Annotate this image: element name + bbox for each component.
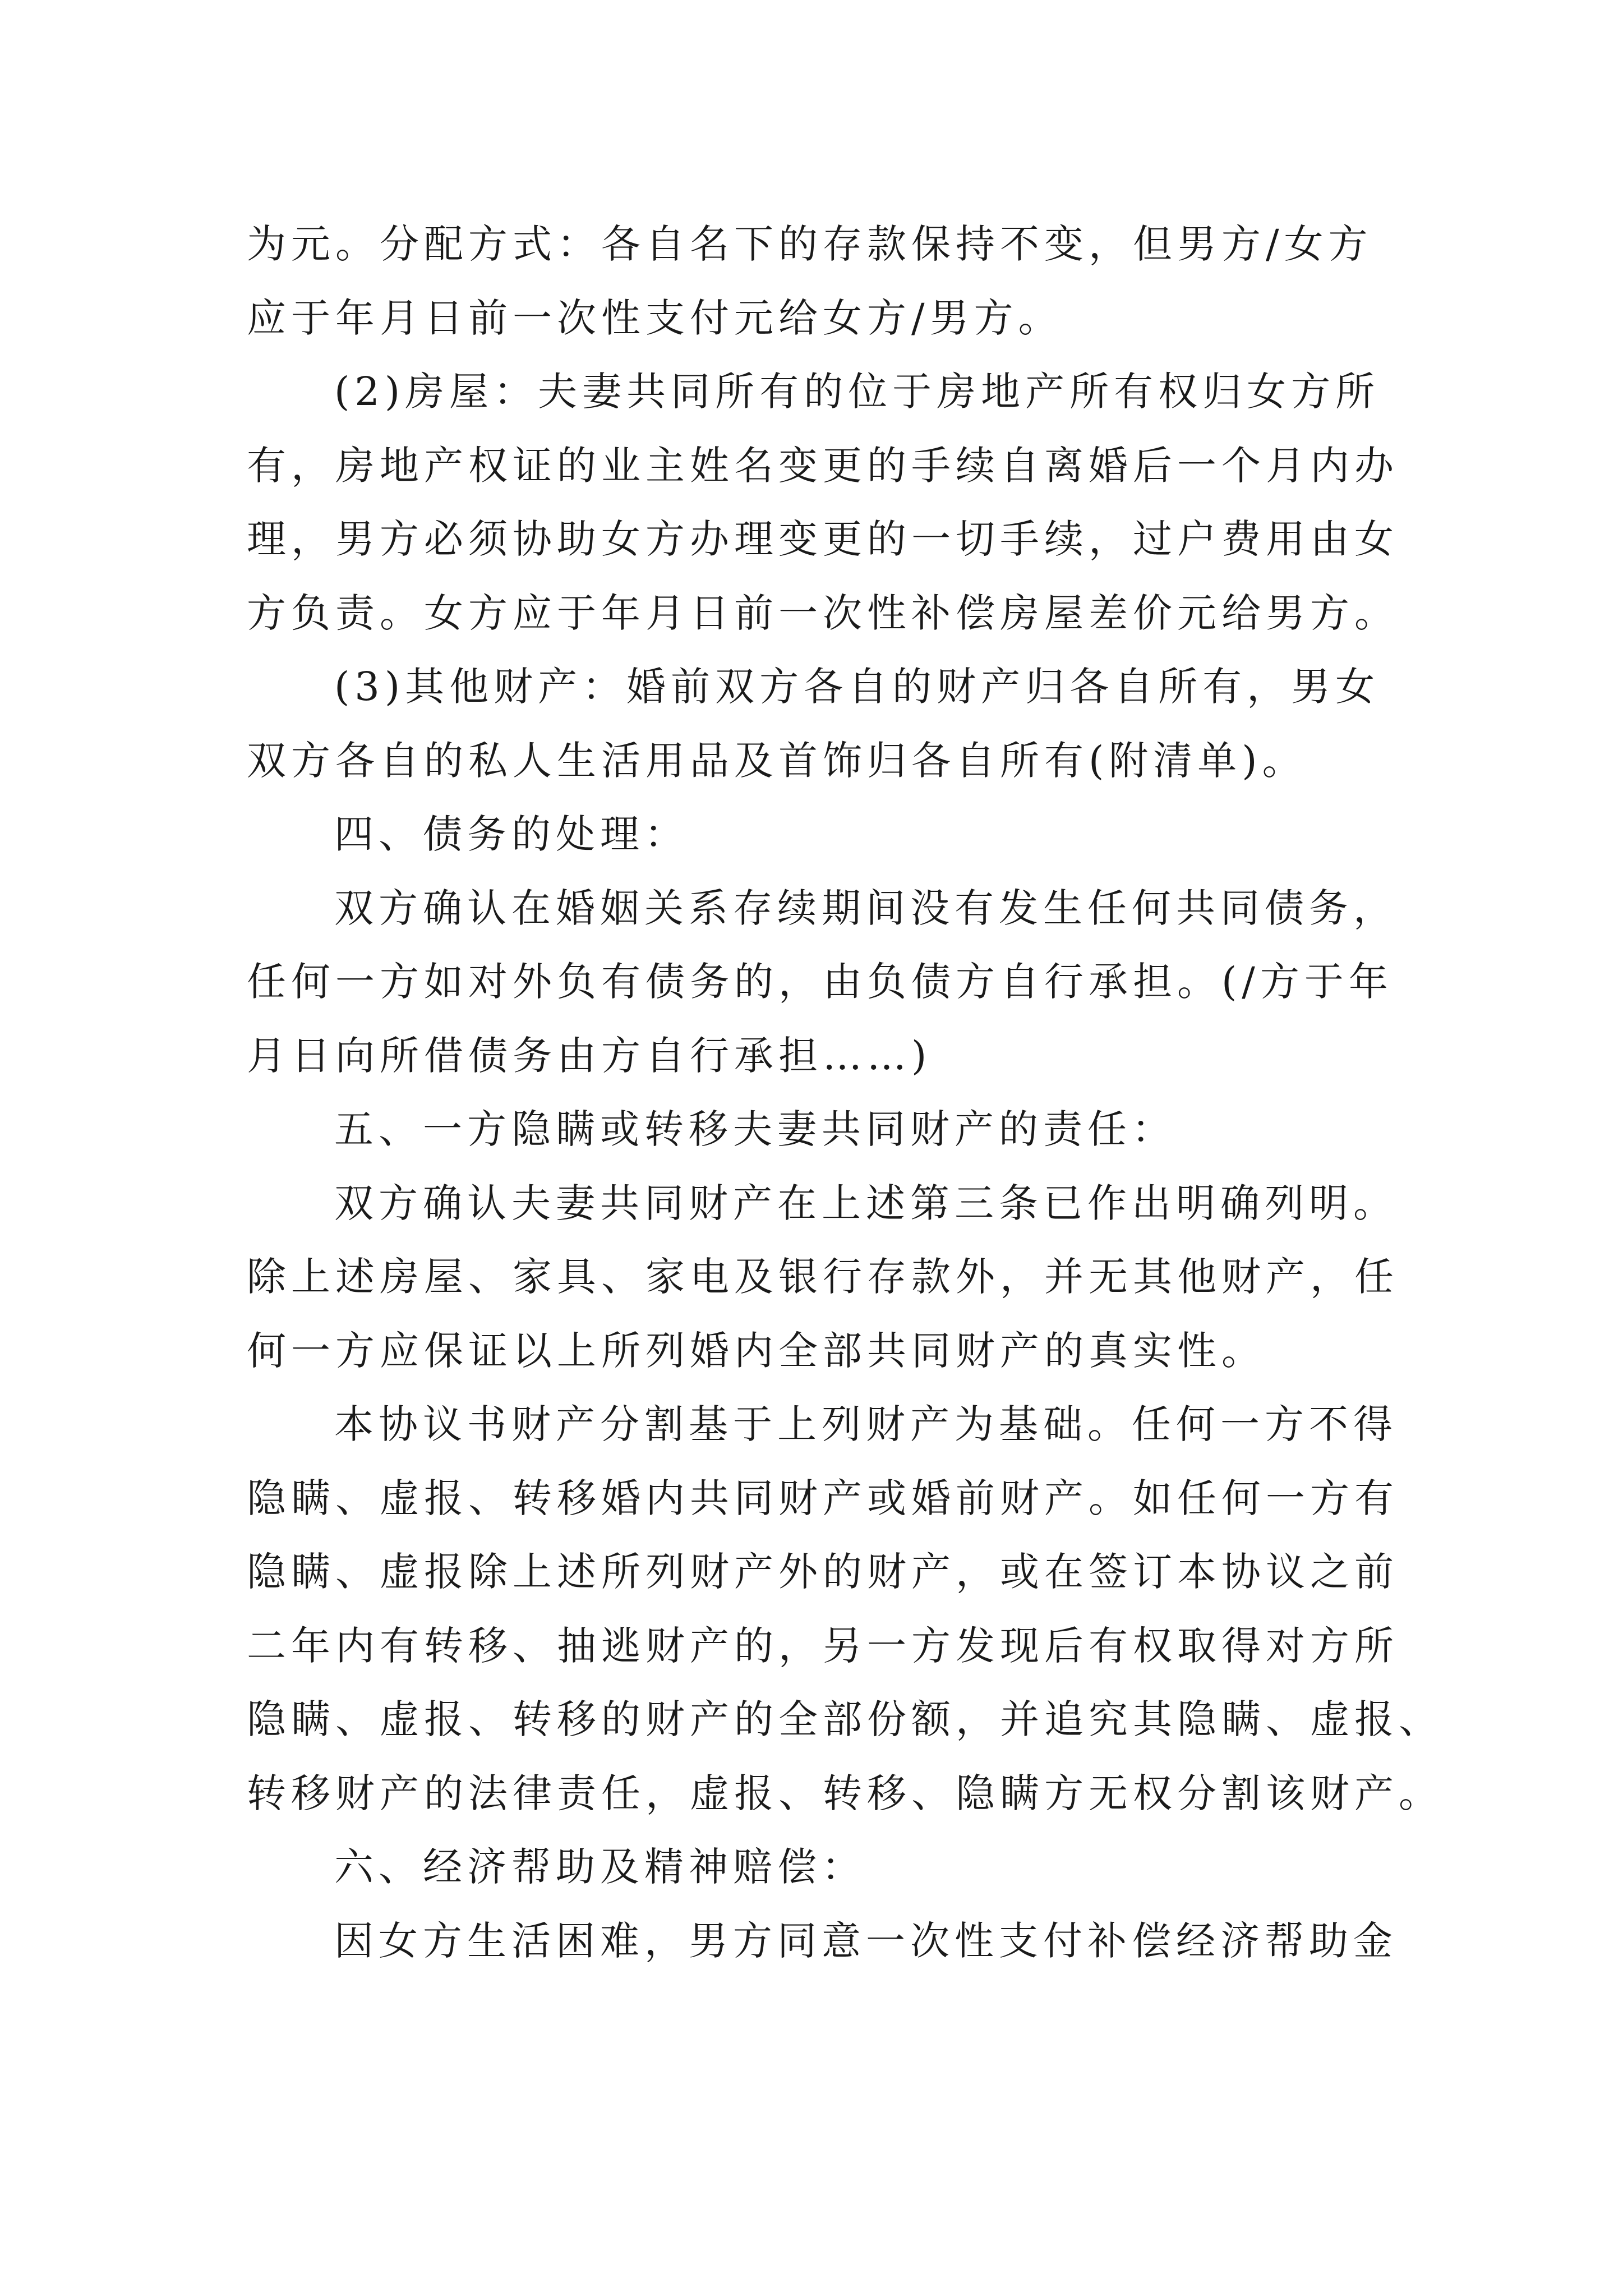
text-line: 任何一方如对外负有债务的，由负债方自行承担。(/方于年	[247, 959, 1393, 1005]
text-line: 本协议书财产分割基于上列财产为基础。任何一方不得	[334, 1401, 1398, 1447]
text-line: 方负责。女方应于年月日前一次性补偿房屋差价元给男方。	[247, 590, 1399, 636]
text-line: 理，男方必须协助女方办理变更的一切手续，过户费用由女	[247, 516, 1399, 562]
text-line: 双方各自的私人生活用品及首饰归各自所有(附清单)。	[247, 737, 1307, 784]
text-line: 何一方应保证以上所列婚内全部共同财产的真实性。	[247, 1327, 1266, 1374]
text-line: (3)其他财产：婚前双方各自的财产归各自所有，男女	[334, 664, 1380, 710]
text-line: 月日向所借债务由方自行承担……)	[247, 1032, 932, 1079]
document-body	[247, 208, 1443, 1978]
text-line: 应于年月日前一次性支付元给女方/男方。	[247, 295, 1063, 341]
text-line: 转移财产的法律责任，虚报、转移、隐瞒方无权分割该财产。	[247, 1770, 1443, 1816]
text-line: (2)房屋：夫妻共同所有的位于房地产所有权归女方所	[334, 369, 1380, 415]
text-line: 双方确认在婚姻关系存续期间没有发生任何共同债务，	[334, 885, 1398, 931]
text-line: 二年内有转移、抽逃财产的，另一方发现后有权取得对方所	[247, 1622, 1399, 1669]
text-line: 隐瞒、虚报、转移婚内共同财产或婚前财产。如任何一方有	[247, 1475, 1399, 1521]
text-line: 隐瞒、虚报、转移的财产的全部份额，并追究其隐瞒、虚报、	[247, 1696, 1443, 1742]
section-heading: 四、债务的处理：	[334, 811, 689, 857]
text-line: 隐瞒、虚报除上述所列财产外的财产，或在签订本协议之前	[247, 1549, 1399, 1595]
text-line: 有，房地产权证的业主姓名变更的手续自离婚后一个月内办	[247, 442, 1399, 489]
text-line: 为元。分配方式：各自名下的存款保持不变，但男方/女方	[247, 221, 1373, 267]
text-line: 双方确认夫妻共同财产在上述第三条已作出明确列明。	[334, 1180, 1398, 1226]
text-line: 因女方生活困难，男方同意一次性支付补偿经济帮助金	[334, 1917, 1398, 1964]
section-heading: 五、一方隐瞒或转移夫妻共同财产的责任：	[334, 1106, 1176, 1152]
text-line: 除上述房屋、家具、家电及银行存款外，并无其他财产，任	[247, 1254, 1399, 1300]
section-heading: 六、经济帮助及精神赔偿：	[334, 1844, 866, 1890]
